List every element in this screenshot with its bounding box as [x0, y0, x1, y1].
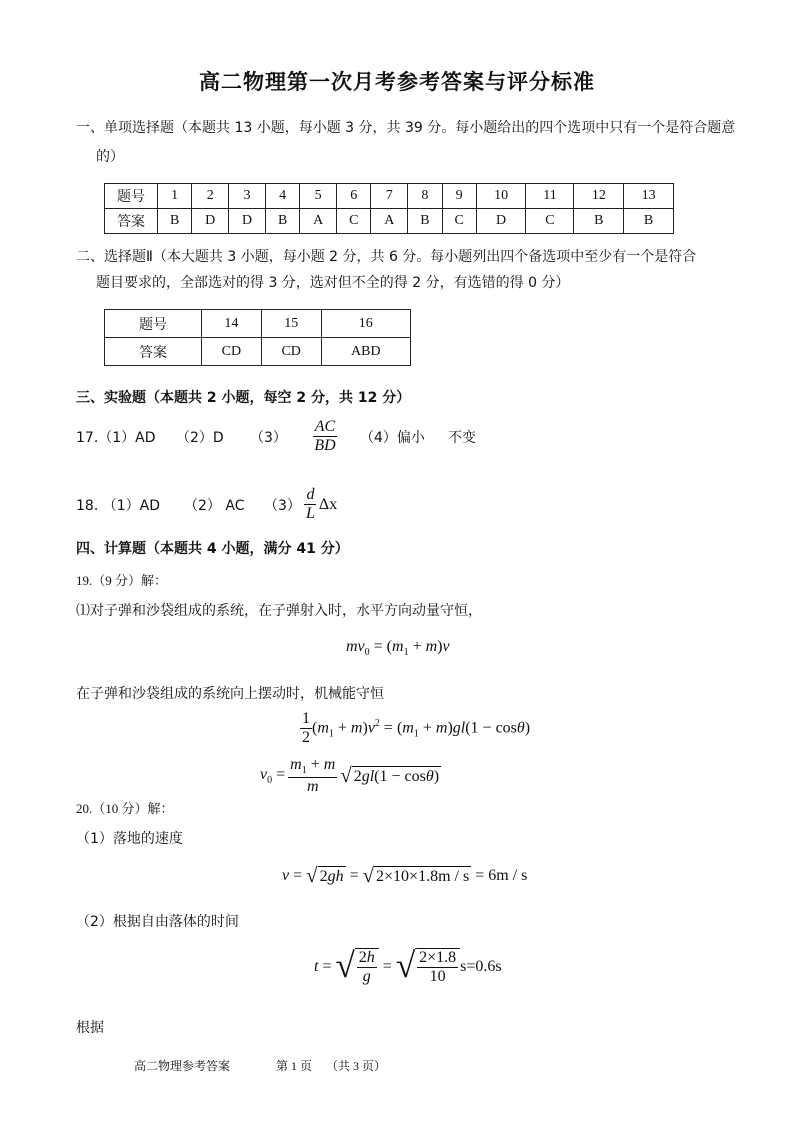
row-label: 答案 — [105, 338, 202, 366]
q20-part1: （1）落地的速度 — [76, 831, 183, 847]
table-cell: 12 — [574, 184, 624, 209]
table-cell: C — [442, 209, 476, 234]
q18-answer — [76, 486, 337, 524]
table-cell: 5 — [300, 184, 337, 209]
table-cell: B — [265, 209, 299, 234]
table-cell: 1 — [158, 184, 192, 209]
table-cell: C — [526, 209, 574, 234]
fraction-denominator: L — [306, 505, 315, 523]
q19-text2: 在子弹和沙袋组成的系统向上摆动时，机械能守恒 — [76, 686, 384, 702]
table-cell: B — [158, 209, 192, 234]
q18-part2: （2） AC — [184, 497, 245, 514]
q19-equation-momentum: $mv_0 = (m_1 + m)v$ — [346, 638, 450, 659]
footer-doc-name: 高二物理参考答案 — [134, 1059, 231, 1073]
section1-heading-cont: 的） — [96, 149, 124, 165]
table-cell: 4 — [265, 184, 299, 209]
fraction-denominator: BD — [314, 437, 336, 455]
table-cell: 13 — [624, 184, 674, 209]
table-cell: A — [300, 209, 337, 234]
q20-label: 20.（10 分）解： — [76, 801, 174, 816]
table-cell: 16 — [321, 310, 410, 338]
q17-part4b: 不变 — [448, 429, 476, 446]
table-cell: 8 — [408, 184, 442, 209]
table-cell: 7 — [371, 184, 408, 209]
q19-equation-v0: $v_0$ = $\frac{m_1 + m}{m}$ √ 2 gl (1 − cos θ ) — [260, 756, 440, 795]
section3-heading: 三、实验题（本题共 2 小题，每空 2 分，共 12 分） — [76, 390, 411, 406]
table-cell: B — [624, 209, 674, 234]
row-label: 题号 — [105, 310, 202, 338]
table-row — [105, 209, 674, 234]
q20-tail: 根据 — [76, 1020, 104, 1036]
q20-equation-time: t = √ $\frac{2h}{g}$ = √ $\frac{2\times 1.8}{10}$ s=0.6s — [314, 946, 502, 986]
table-cell: D — [476, 209, 526, 234]
q20-eq1-result: = 6m / s — [475, 867, 528, 885]
q17-part1: 17.（1）AD — [76, 429, 156, 446]
table-cell: A — [371, 209, 408, 234]
table-cell: D — [229, 209, 266, 234]
table-row — [105, 310, 411, 338]
footer-page-total: （共 3 页） — [326, 1059, 387, 1073]
fraction-numerator: d — [304, 486, 316, 505]
section2-heading-cont: 题目要求的，全部选对的得 3 分，选对但不全的得 2 分，有选错的得 0 分） — [96, 275, 570, 291]
q18-part3: （3） — [264, 497, 301, 514]
section4-heading: 四、计算题（本题共 4 小题，满分 41 分） — [76, 541, 349, 557]
table-cell: D — [192, 209, 229, 234]
table-cell: 15 — [261, 310, 321, 338]
section1-answer-table — [104, 183, 674, 234]
table-cell: 2 — [192, 184, 229, 209]
row-label: 题号 — [105, 184, 158, 209]
q17-answer — [76, 418, 476, 456]
q17-part4: （4）偏小 — [360, 429, 425, 446]
table-cell: 3 — [229, 184, 266, 209]
table-cell: 6 — [337, 184, 371, 209]
q19-text1: ⑴对子弹和沙袋组成的系统，在子弹射入时，水平方向动量守恒， — [76, 603, 482, 619]
table-cell: 9 — [442, 184, 476, 209]
page-title: 高二物理第一次月考参考答案与评分标准 — [199, 70, 595, 94]
table-row — [105, 184, 674, 209]
table-cell: CD — [261, 338, 321, 366]
q18-part1: 18. （1）AD — [76, 497, 160, 514]
table-cell: C — [337, 209, 371, 234]
q17-part2: （2）D — [176, 429, 224, 446]
q17-fraction — [290, 418, 360, 456]
table-row — [105, 338, 411, 366]
footer-page-number: 第 1 页 — [276, 1059, 313, 1073]
section1-heading: 一、单项选择题（本题共 13 小题，每小题 3 分，共 39 分。每小题给出的四个选项中只有一个是符合题意 — [76, 120, 736, 136]
section2-answer-table — [104, 309, 411, 366]
section2-heading: 二、选择题Ⅱ（本大题共 3 小题，每小题 2 分，共 6 分。每小题列出四个备选项中至少有一个是符合 — [76, 249, 697, 265]
table-cell: CD — [202, 338, 262, 366]
table-cell: ABD — [321, 338, 410, 366]
table-cell: B — [574, 209, 624, 234]
q18-delta-x: Δx — [318, 495, 338, 513]
table-cell: B — [408, 209, 442, 234]
q18-fraction — [304, 486, 317, 524]
q19-label: 19.（9 分）解： — [76, 573, 168, 588]
q20-equation-velocity: v = √ 2 gh = √ 2×10×1.8m / s = 6m / s — [282, 864, 528, 887]
table-cell: 11 — [526, 184, 574, 209]
q20-eq2-result: s=0.6s — [460, 958, 502, 976]
q19-equation-energy: $\frac{1}{2}$ $(m_1 + m)v^2 = (m_1 + m)gl(1 - \cos\theta)$ — [302, 710, 531, 747]
fraction-numerator: AC — [313, 418, 337, 437]
q20-part2: （2）根据自由落体的时间 — [76, 914, 239, 930]
row-label: 答案 — [105, 209, 158, 234]
q17-part3: （3） — [250, 429, 287, 446]
table-cell: 14 — [202, 310, 262, 338]
table-cell: 10 — [476, 184, 526, 209]
